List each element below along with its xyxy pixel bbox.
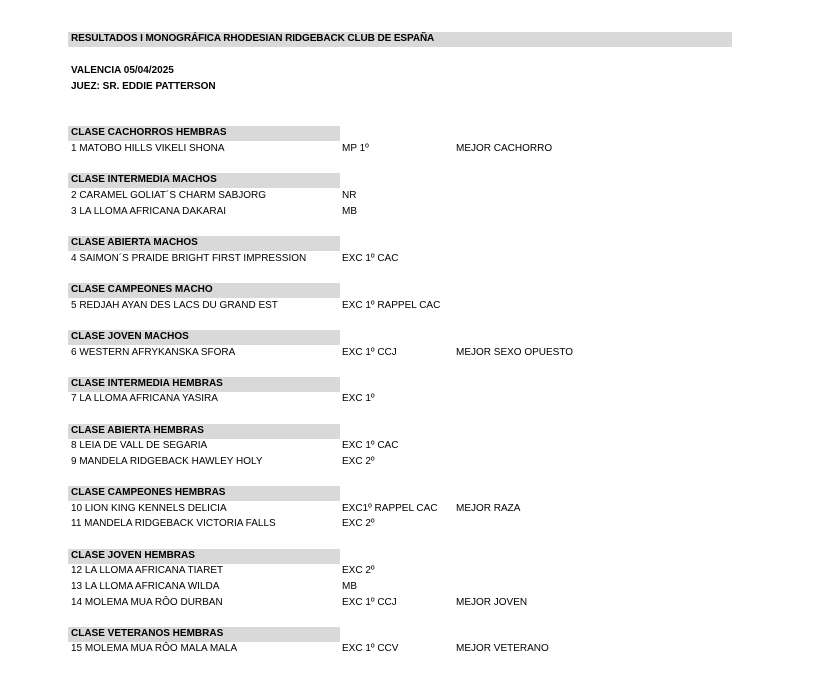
class-header bbox=[68, 236, 340, 251]
result-row bbox=[71, 581, 751, 596]
dog-name: 10 LION KING KENNELS DELICIA bbox=[71, 503, 227, 514]
dog-name: 3 LA LLOMA AFRICANA DAKARAI bbox=[71, 206, 227, 217]
class-header bbox=[68, 283, 340, 298]
class-title: CLASE INTERMEDIA MACHOS bbox=[71, 174, 217, 185]
qualification: EXC 2º bbox=[342, 456, 375, 467]
class-header bbox=[68, 173, 340, 188]
award: MEJOR RAZA bbox=[456, 503, 521, 514]
result-row bbox=[71, 597, 751, 612]
dog-name: 9 MANDELA RIDGEBACK HAWLEY HOLY bbox=[71, 456, 263, 467]
class-header bbox=[68, 126, 340, 141]
class-title: CLASE JOVEN HEMBRAS bbox=[71, 550, 195, 561]
result-row bbox=[71, 440, 751, 455]
dog-name: 4 SAIMON´S PRAIDE BRIGHT FIRST IMPRESSION bbox=[71, 253, 307, 264]
qualification: EXC 2º bbox=[342, 565, 375, 576]
dog-name: 8 LEIA DE VALL DE SEGARIA bbox=[71, 440, 208, 451]
result-row bbox=[71, 393, 751, 408]
class-header bbox=[68, 549, 340, 564]
class-title: CLASE VETERANOS HEMBRAS bbox=[71, 628, 224, 639]
qualification: EXC 1º CCV bbox=[342, 643, 399, 654]
title-bar bbox=[68, 32, 732, 47]
result-row bbox=[71, 643, 751, 658]
award: MEJOR JOVEN bbox=[456, 597, 528, 608]
result-row bbox=[71, 300, 751, 315]
dog-name: 12 LA LLOMA AFRICANA TIARET bbox=[71, 565, 224, 576]
class-title: CLASE CAMPEONES HEMBRAS bbox=[71, 487, 226, 498]
qualification: EXC1º RAPPEL CAC bbox=[342, 503, 438, 514]
qualification: MP 1º bbox=[342, 143, 369, 154]
result-row bbox=[71, 253, 751, 268]
result-row bbox=[71, 190, 751, 205]
class-header bbox=[68, 377, 340, 392]
qualification: EXC 1º bbox=[342, 393, 375, 404]
result-row bbox=[71, 143, 751, 158]
location-date: VALENCIA 05/04/2025 bbox=[71, 65, 174, 76]
result-row bbox=[71, 456, 751, 471]
class-header bbox=[68, 424, 340, 439]
dog-name: 1 MATOBO HILLS VIKELI SHONA bbox=[71, 143, 225, 154]
qualification: EXC 1º CCJ bbox=[342, 347, 397, 358]
class-title: CLASE ABIERTA HEMBRAS bbox=[71, 425, 204, 436]
award: MEJOR SEXO OPUESTO bbox=[456, 347, 574, 358]
class-title: CLASE JOVEN MACHOS bbox=[71, 331, 189, 342]
class-title: CLASE INTERMEDIA HEMBRAS bbox=[71, 378, 223, 389]
class-header bbox=[68, 627, 340, 642]
qualification: NR bbox=[342, 190, 357, 201]
dog-name: 2 CARAMEL GOLIAT´S CHARM SABJORG bbox=[71, 190, 267, 201]
qualification: EXC 1º CAC bbox=[342, 440, 399, 451]
result-row bbox=[71, 503, 751, 518]
qualification: EXC 2º bbox=[342, 518, 375, 529]
document-title: RESULTADOS I MONOGRÁFICA RHODESIAN RIDGEBACK CLUB DE ESPAÑA bbox=[71, 33, 435, 44]
class-header bbox=[68, 486, 340, 501]
qualification: EXC 1º RAPPEL CAC bbox=[342, 300, 441, 311]
dog-name: 13 LA LLOMA AFRICANA WILDA bbox=[71, 581, 220, 592]
class-header bbox=[68, 330, 340, 345]
dog-name: 15 MOLEMA MUA RÔO MALA MALA bbox=[71, 643, 238, 654]
dog-name: 11 MANDELA RIDGEBACK VICTORIA FALLS bbox=[71, 518, 276, 529]
class-title: CLASE CACHORROS HEMBRAS bbox=[71, 127, 227, 138]
qualification: EXC 1º CCJ bbox=[342, 597, 397, 608]
dog-name: 7 LA LLOMA AFRICANA YASIRA bbox=[71, 393, 218, 404]
award: MEJOR CACHORRO bbox=[456, 143, 553, 154]
dog-name: 14 MOLEMA MUA RÔO DURBAN bbox=[71, 597, 223, 608]
result-row bbox=[71, 206, 751, 221]
result-row bbox=[71, 518, 751, 533]
qualification: MB bbox=[342, 206, 357, 217]
result-row bbox=[71, 565, 751, 580]
class-title: CLASE ABIERTA MACHOS bbox=[71, 237, 198, 248]
award: MEJOR VETERANO bbox=[456, 643, 549, 654]
qualification: MB bbox=[342, 581, 357, 592]
class-title: CLASE CAMPEONES MACHO bbox=[71, 284, 213, 295]
result-row bbox=[71, 347, 751, 362]
dog-name: 5 REDJAH AYAN DES LACS DU GRAND EST bbox=[71, 300, 278, 311]
dog-name: 6 WESTERN AFRYKANSKA SFORA bbox=[71, 347, 236, 358]
judge-name: JUEZ: SR. EDDIE PATTERSON bbox=[71, 81, 216, 92]
qualification: EXC 1º CAC bbox=[342, 253, 399, 264]
